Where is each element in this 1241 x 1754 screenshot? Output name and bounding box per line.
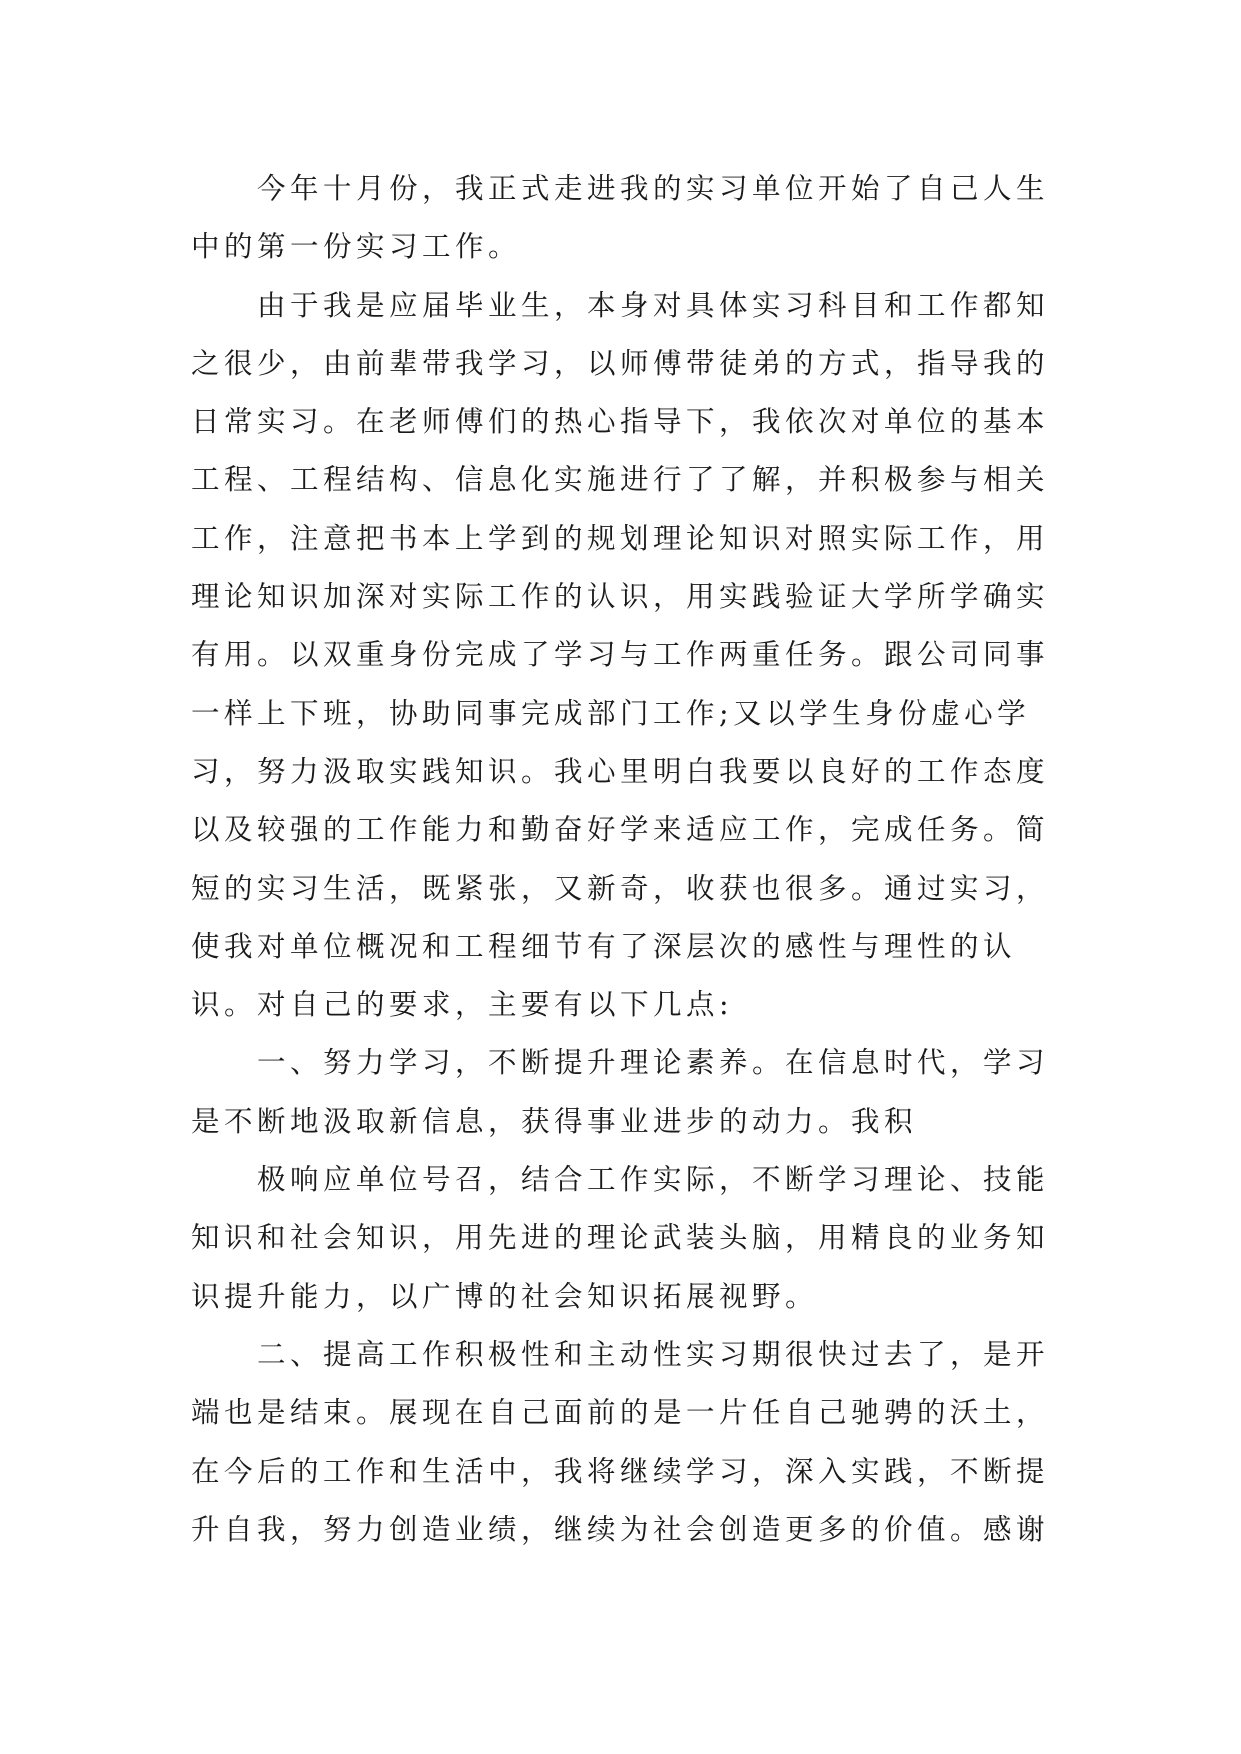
text-line: 短的实习生活，既紧张，又新奇，收获也很多。通过实习， [191,871,1050,905]
text-line: 二、提高工作积极性和主动性实习期很快过去了，是开 [257,1337,1050,1371]
document-body [191,160,1051,1559]
text-line: 理论知识加深对实际工作的认识，用实践验证大学所学确实 [191,580,1050,614]
text-line: 由于我是应届毕业生，本身对具体实习科目和工作都知 [257,288,1050,322]
text-line: 有用。以双重身份完成了学习与工作两重任务。跟公司同事 [191,638,1050,672]
text-line: 端也是结束。展现在自己面前的是一片任自己驰骋的沃土， [191,1396,1050,1430]
text-line: 使我对单位概况和工程细节有了深层次的感性与理性的认 [191,929,1017,963]
text-line: 一样上下班，协助同事完成部门工作;又以学生身份虚心学 [191,696,1031,730]
text-line: 日常实习。在老师傅们的热心指导下，我依次对单位的基本 [191,405,1050,439]
text-line: 在今后的工作和生活中，我将继续学习，深入实践，不断提 [191,1454,1050,1488]
text-line: 之很少，由前辈带我学习，以师傅带徒弟的方式，指导我的 [191,346,1050,380]
text-line: 识。对自己的要求，主要有以下几点: [191,988,734,1022]
text-line: 是不断地汲取新信息，获得事业进步的动力。我积 [191,1104,918,1138]
text-line: 识提升能力，以广博的社会知识拓展视野。 [191,1279,819,1313]
text-line: 工作，注意把书本上学到的规划理论知识对照实际工作，用 [191,521,1050,555]
text-line: 习，努力汲取实践知识。我心里明白我要以良好的工作态度 [191,754,1050,788]
text-line: 今年十月份，我正式走进我的实习单位开始了自己人生 [257,172,1050,205]
text-line: 以及较强的工作能力和勤奋好学来适应工作，完成任务。简 [191,813,1050,847]
text-line: 升自我，努力创造业绩，继续为社会创造更多的价值。感谢 [191,1512,1050,1546]
text-line: 一、努力学习，不断提升理论素养。在信息时代，学习 [257,1046,1050,1080]
text-line: 知识和社会知识，用先进的理论武装头脑，用精良的业务知 [191,1221,1050,1255]
text-line: 中的第一份实习工作。 [191,230,522,264]
text-line: 工程、工程结构、信息化实施进行了了解，并积极参与相关 [191,463,1050,497]
text-line: 极响应单位号召，结合工作实际，不断学习理论、技能 [257,1163,1050,1197]
